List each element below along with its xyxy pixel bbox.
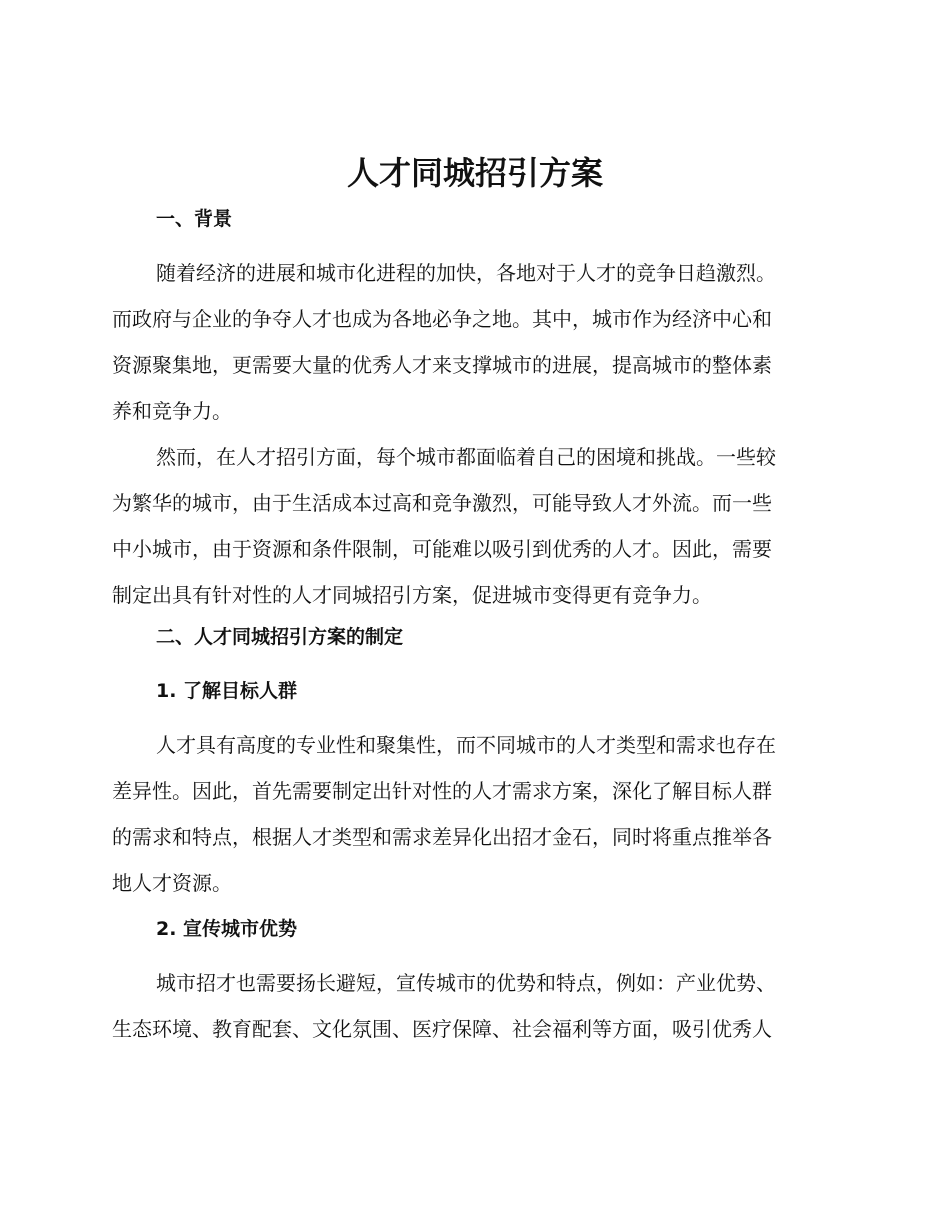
text-line: 人才具有高度的专业性和聚集性，而不同城市的人才类型和需求也存在 [156,733,776,757]
paragraph-target-group [112,722,832,906]
text-line: 差异性。因此，首先需要制定出针对性的人才需求方案，深化了解目标人群 [112,779,772,803]
text-line: 制定出具有针对性的人才同城招引方案，促进城市变得更有竞争力。 [112,583,712,607]
text-line: 然而，在人才招引方面，每个城市都面临着自己的困境和挑战。一些较 [156,445,776,469]
text-line: 的需求和特点，根据人才类型和需求差异化出招才金石，同时将重点推举各 [112,825,772,849]
text-line: 为繁华的城市，由于生活成本过高和竞争激烈，可能导致人才外流。而一些 [112,491,772,515]
text-line: 养和竞争力。 [112,399,232,423]
text-line: 城市招才也需要扬长避短，宣传城市的优势和特点，例如：产业优势、 [156,971,776,995]
paragraph-city-advantage [112,960,832,1052]
section-heading-plan: 二、人才同城招引方案的制定 [156,626,404,648]
text-line: 随着经济的进展和城市化进程的加快，各地对于人才的竞争日趋激烈。 [156,261,776,285]
section-heading-background: 一、背景 [156,208,233,230]
paragraph-background-1 [112,250,832,434]
paragraph-background-2 [112,434,832,618]
text-line: 资源聚集地，更需要大量的优秀人才来支撑城市的进展，提高城市的整体素 [112,353,772,377]
subsection-heading-target-group: 1. 了解目标人群 [156,680,298,702]
document-title: 人才同城招引方案 [346,154,603,192]
text-line: 地人才资源。 [112,871,232,895]
text-line: 而政府与企业的争夺人才也成为各地必争之地。其中，城市作为经济中心和 [112,307,772,331]
text-line: 中小城市，由于资源和条件限制，可能难以吸引到优秀的人才。因此，需要 [112,537,772,561]
subsection-heading-city-advantage: 2. 宣传城市优势 [156,918,298,940]
text-line: 生态环境、教育配套、文化氛围、医疗保障、社会福利等方面，吸引优秀人 [112,1017,772,1041]
